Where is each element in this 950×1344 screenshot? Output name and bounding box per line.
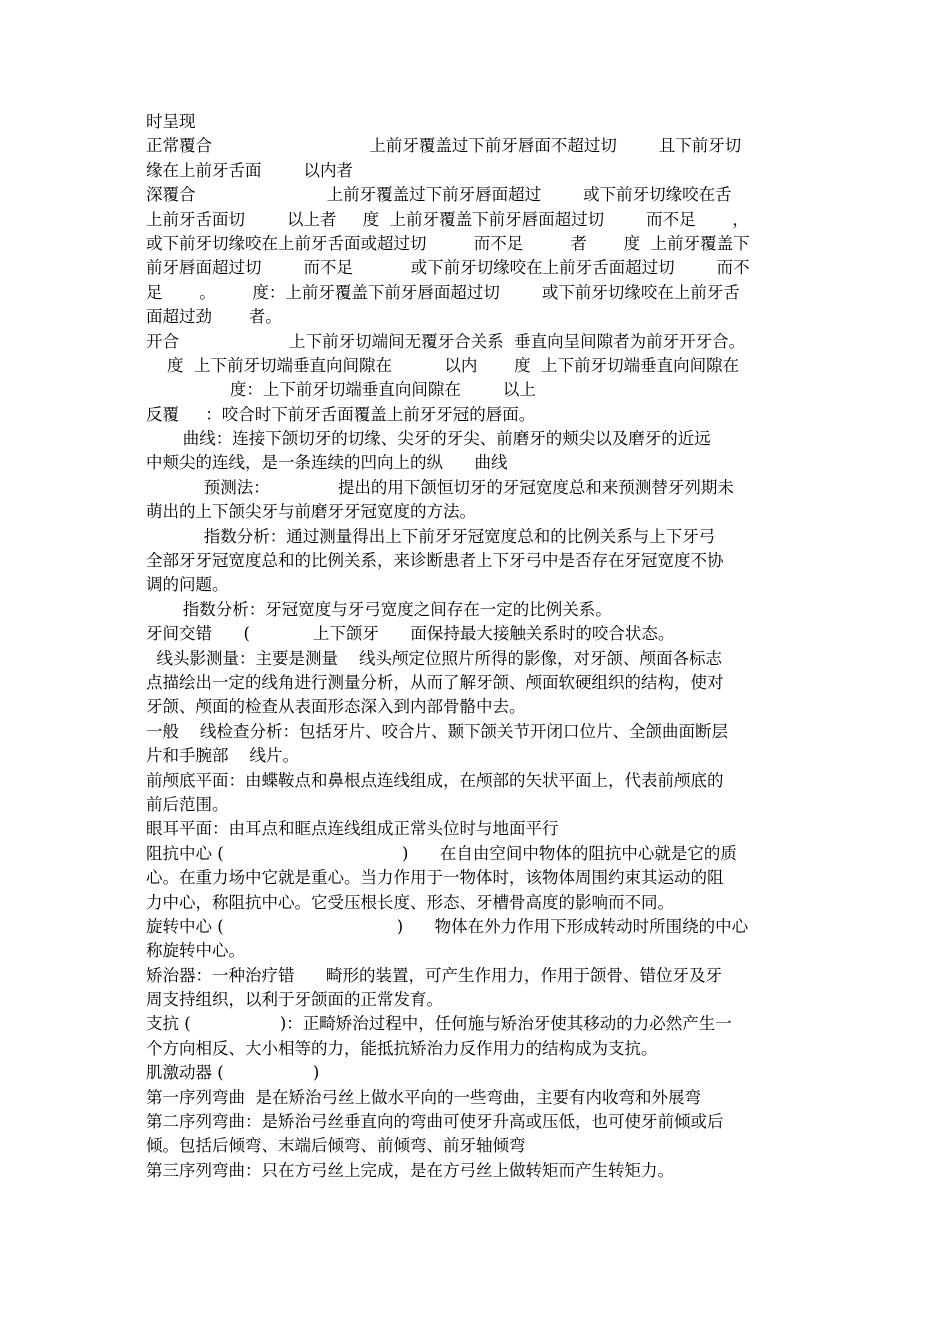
text-line: 第一序列弯曲 是在矫治弓丝上做水平向的一些弯曲，主要有内收弯和外展弯: [146, 1087, 701, 1107]
text-line: 萌出的上下颌尖牙与前磨牙牙冠宽度的方法。: [146, 502, 476, 522]
text-line: 或下前牙切缘咬在上前牙舌面或超过切 而不足 者 度 上前牙覆盖下: [146, 233, 750, 253]
text-line: 旋转中心 ( ) 物体在外力作用下形成转动时所围绕的中心: [146, 916, 749, 936]
text-line: 力中心，称阻抗中心。它受压根长度、形态、牙槽骨高度的影响而不同。: [146, 892, 674, 912]
text-line: 开合 上下前牙切端间无覆牙合关系 垂直向呈间隙者为前牙开牙合。: [146, 331, 746, 351]
text-line: 足 。 度：上前牙覆盖下前牙唇面超过切 或下前牙切缘咬在上前牙舌: [146, 282, 740, 302]
text-line: 一般 线检查分析：包括牙片、咬合片、颞下颌关节开闭口位片、全颌曲面断层: [146, 721, 728, 741]
text-line: 矫治器：一种治疗错 畸形的装置，可产生作用力，作用于颌骨、错位牙及牙: [146, 965, 722, 985]
text-line: 周支持组织，以利于牙颌面的正常发育。: [146, 990, 443, 1010]
text-line: 曲线：连接下颌切牙的切缘、尖牙的牙尖、前磨牙的颊尖以及磨牙的近远: [146, 429, 711, 449]
text-line: 眼耳平面：由耳点和眶点连线组成正常头位时与地面平行: [146, 819, 559, 839]
text-line: 反覆 ：咬合时下前牙舌面覆盖上前牙牙冠的唇面。: [146, 404, 536, 424]
text-line: 牙颌、颅面的检查从表面形态深入到内部骨骼中去。: [146, 697, 526, 717]
text-line: 第三序列弯曲：只在方弓丝上完成，是在方弓丝上做转矩而产生转矩力。: [146, 1160, 674, 1180]
text-line: 深覆合 上前牙覆盖过下前牙唇面超过 或下前牙切缘咬在舌: [146, 185, 732, 205]
text-line: 片和手腕部 线片。: [146, 746, 299, 766]
text-line: 线头影测量：主要是测量 线头颅定位照片所得的影像，对牙颌、颅面各标志: [146, 648, 722, 668]
text-line: 前颅底平面：由蝶鞍点和鼻根点连线组成，在颅部的矢状平面上，代表前颅底的: [146, 770, 724, 790]
text-line: 面超过劲 者。: [146, 307, 282, 327]
text-line: 前后范围。: [146, 794, 229, 814]
text-line: 肌激动器 ( ): [146, 1063, 320, 1083]
text-line: 个方向相反、大小相等的力，能抵抗矫治力反作用力的结构成为支抗。: [146, 1038, 658, 1058]
text-line: 前牙唇面超过切 而不足 或下前牙切缘咬在上前牙舌面超过切 而不: [146, 258, 750, 278]
text-line: 牙间交错 ( 上下颌牙 面保持最大接触关系时的咬合状态。: [146, 624, 675, 644]
text-line: 缘在上前牙舌面 以内者: [146, 160, 353, 180]
text-line: 阻抗中心 ( ) 在自由空间中物体的阻抗中心就是它的质: [146, 843, 737, 863]
text-line: 心。在重力场中它就是重心。当力作用于一物体时，该物体周围约束其运动的阻: [146, 868, 724, 888]
text-line: 指数分析：牙冠宽度与牙弓宽度之间存在一定的比例关系。: [146, 599, 612, 619]
text-line: 倾。包括后倾弯、末端后倾弯、前倾弯、前牙轴倾弯: [146, 1136, 526, 1156]
text-line: 全部牙牙冠宽度总和的比例关系，来诊断患者上下牙弓中是否存在牙冠宽度不协: [146, 551, 724, 571]
text-line: 支抗 ( )：正畸矫治过程中，任何施与矫治牙使其移动的力必然产生一: [146, 1014, 732, 1034]
text-line: 正常覆合 上前牙覆盖过下前牙唇面不超过切 且下前牙切: [146, 136, 742, 156]
document-page: [146, 110, 810, 1183]
text-line: 度 上下前牙切端垂直向间隙在 以内 度 上下前牙切端垂直向间隙在: [146, 355, 740, 375]
text-line: 中颊尖的连线，是一条连续的凹向上的纵 曲线: [146, 453, 508, 473]
text-line: 时呈现: [146, 112, 196, 131]
text-line: 点描绘出一定的线角进行测量分析，从而了解牙颌、颅面软硬组织的结构，使对: [146, 672, 724, 692]
text-line: 指数分析：通过测量得出上下前牙牙冠宽度总和的比例关系与上下牙弓: [146, 526, 716, 546]
text-line: 称旋转中心。: [146, 941, 245, 961]
text-line: 上前牙舌面切 以上者 度 上前牙覆盖下前牙唇面超过切 而不足 ，: [146, 209, 749, 229]
text-line: 调的问题。: [146, 575, 229, 595]
text-line: 第二序列弯曲：是矫治弓丝垂直向的弯曲可使牙升高或压低，也可使牙前倾或后: [146, 1112, 724, 1132]
text-line: 预测法： 提出的用下颌恒切牙的牙冠宽度总和来预测替牙列期未: [146, 477, 734, 497]
text-line: 度：上下前牙切端垂直向间隙在 以上: [146, 380, 536, 400]
